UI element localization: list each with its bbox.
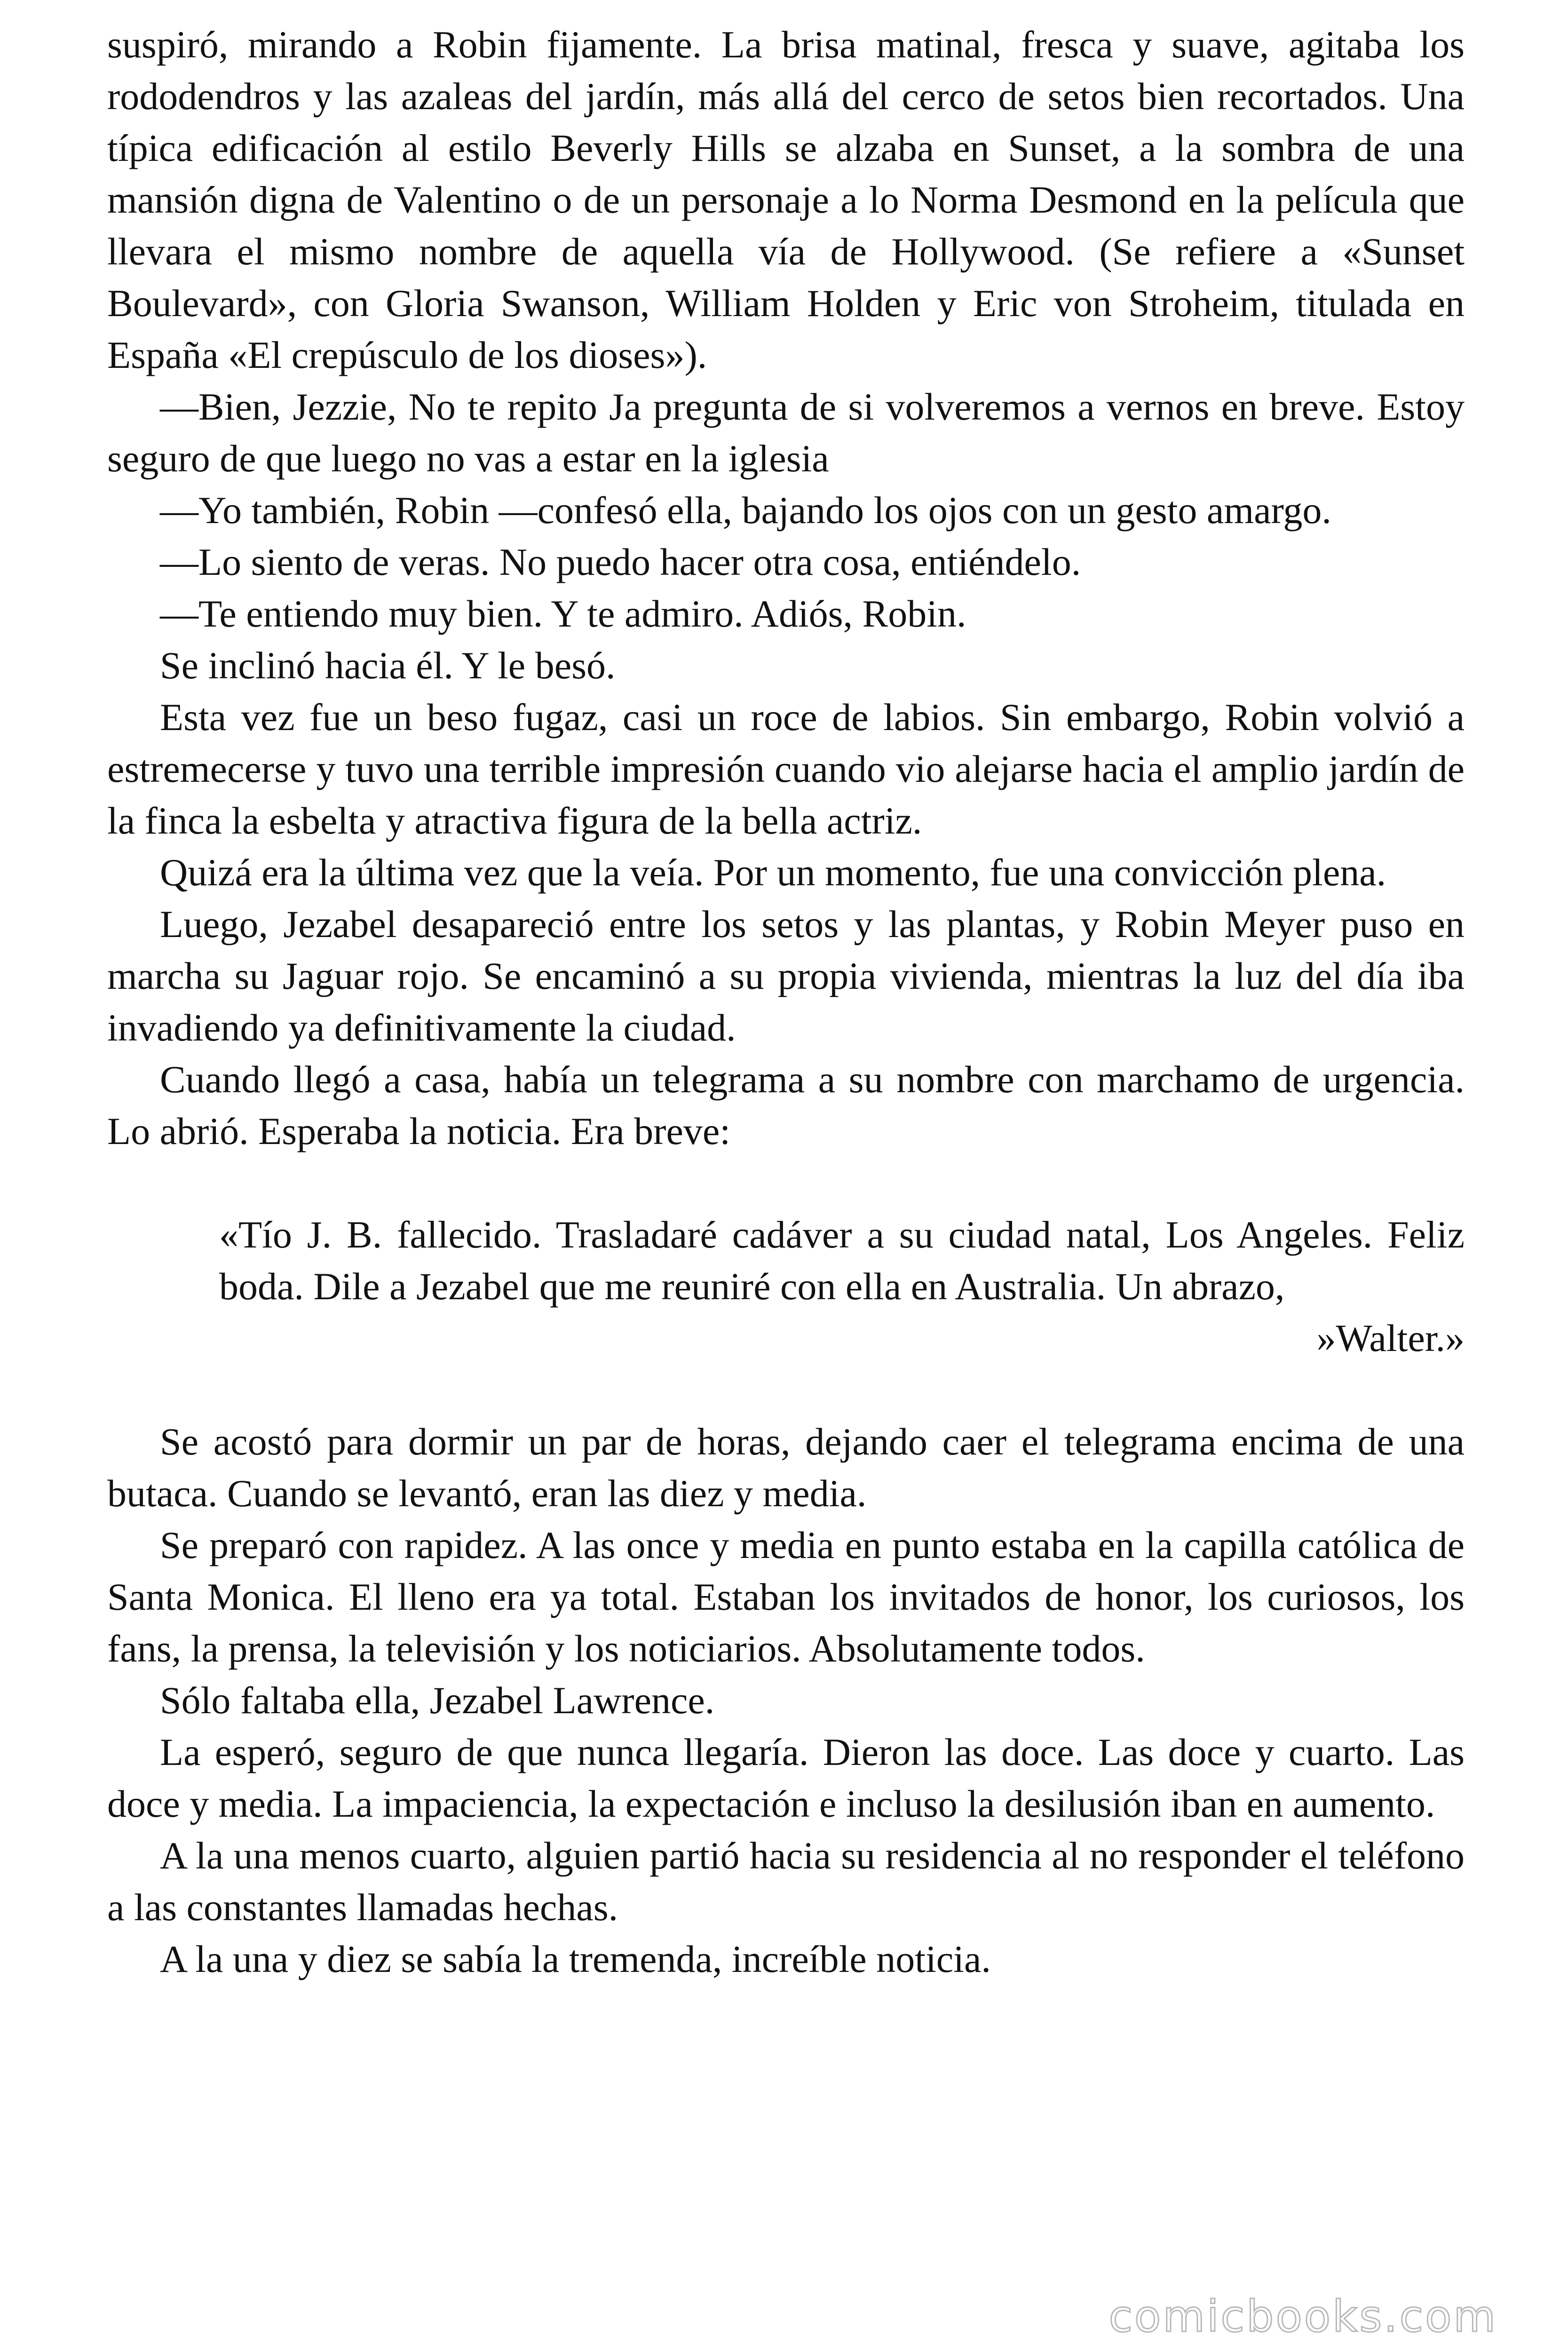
paragraph: —Bien, Jezzie, No te repito Ja pregunta de si volveremos a vernos en breve. Estoy seguro de que luego no vas a estar en la iglesia	[107, 385, 1465, 480]
paragraph: Se preparó con rapidez. A las once y media en punto estaba en la capilla católica de Santa Monica. El lleno era ya total. Estaban los invitados de honor, los curiosos, los fans, la prensa, la televisión y los noticiarios. Absolutamente todos.	[107, 1524, 1465, 1670]
paragraph: —Te entiendo muy bien. Y te admiro. Adiós, Robin.	[160, 592, 966, 635]
paragraph: Luego, Jezabel desapareció entre los setos y las plantas, y Robin Meyer puso en marcha su Jaguar rojo. Se encaminó a su propia vivienda, mientras la luz del día iba invadiendo ya definitivamente la ciudad.	[107, 903, 1465, 1049]
text-block-before	[107, 19, 1465, 1157]
telegram-signature: »Walter.»	[1316, 1317, 1465, 1359]
document-page	[107, 19, 1465, 1985]
paragraph: —Lo siento de veras. No puedo hacer otra cosa, entiéndelo.	[160, 540, 1081, 583]
paragraph: La esperó, seguro de que nunca llegaría. Dieron las doce. Las doce y cuarto. Las doce y media. La impaciencia, la expectación e incluso la desilusión iban en aumento.	[107, 1731, 1465, 1825]
paragraph: suspiró, mirando a Robin fijamente. La brisa matinal, fresca y suave, agitaba los rododendros y las azaleas del jardín, más allá del cerco de setos bien recortados. Una típica edificación al estilo Beverly Hills se alzaba en Sunset, a la sombra de una mansión digna de Valentino o de un personaje a lo Norma Desmond en la película que llevara el mismo nombre de aquella vía de Hollywood. (Se refiere a «Sunset Boulevard», con Gloria Swanson, William Holden y Eric von Stroheim, titulada en España «El crepúsculo de los dioses»).	[107, 23, 1465, 376]
paragraph: A la una menos cuarto, alguien partió hacia su residencia al no responder el teléfono a las constantes llamadas hechas.	[107, 1834, 1465, 1929]
paragraph: A la una y diez se sabía la tremenda, increíble noticia.	[160, 1938, 991, 1980]
text-block-after	[107, 1416, 1465, 1985]
paragraph: Cuando llegó a casa, había un telegrama a su nombre con marchamo de urgencia. Lo abrió. Esperaba la noticia. Era breve:	[107, 1058, 1465, 1152]
paragraph: Sólo faltaba ella, Jezabel Lawrence.	[160, 1679, 715, 1722]
paragraph: Esta vez fue un beso fugaz, casi un roce de labios. Sin embargo, Robin volvió a estremecerse y tuvo una terrible impresión cuando vio alejarse hacia el amplio jardín de la finca la esbelta y atractiva figura de la bella actriz.	[107, 696, 1465, 842]
paragraph: Se acostó para dormir un par de horas, dejando caer el telegrama encima de una butaca. Cuando se levantó, eran las diez y media.	[107, 1420, 1465, 1515]
paragraph: Se inclinó hacia él. Y le besó.	[160, 644, 616, 687]
watermark: comicbooks.com	[1109, 2291, 1497, 2342]
paragraph: Quizá era la última vez que la veía. Por un momento, fue una convicción plena.	[160, 851, 1386, 894]
paragraph: —Yo también, Robin —confesó ella, bajando los ojos con un gesto amargo.	[160, 489, 1331, 532]
telegram-quote	[219, 1209, 1465, 1364]
telegram-body: «Tío J. B. fallecido. Trasladaré cadáver a su ciudad natal, Los Angeles. Feliz boda. Dile a Jezabel que me reuniré con ella en Australia. Un abrazo,	[219, 1213, 1465, 1308]
